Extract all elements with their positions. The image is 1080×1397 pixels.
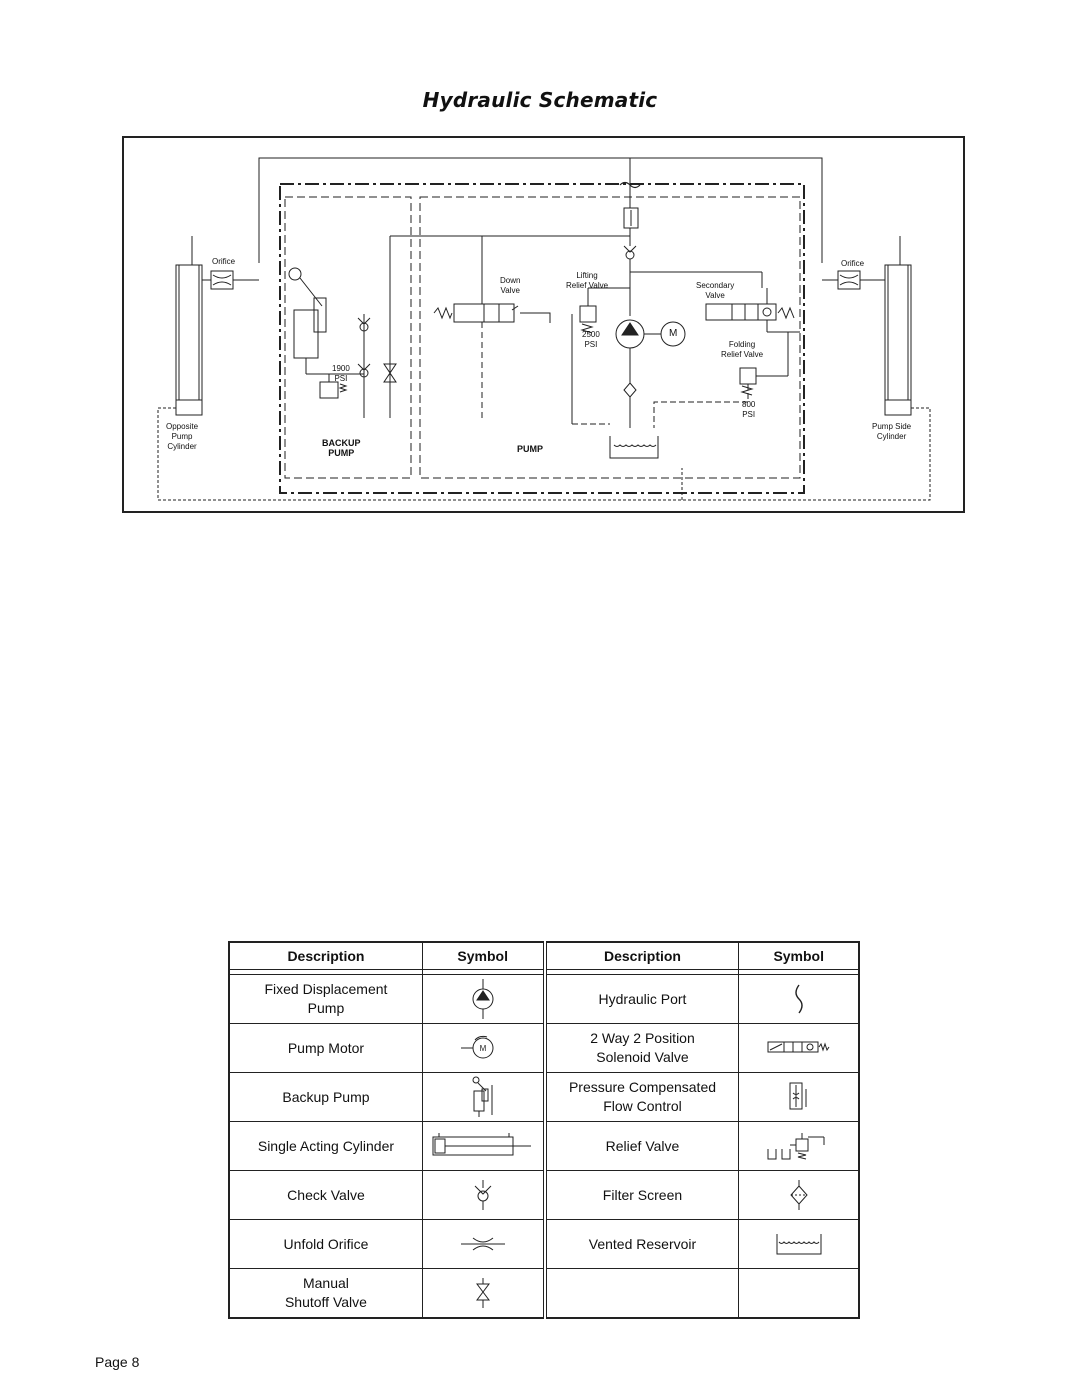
down-valve-label: Down Valve [500,276,521,295]
header-symbol-right: Symbol [739,942,859,970]
orifice-left-icon [202,271,259,289]
hydraulic-port-icon [739,975,859,1024]
legend-row [229,1171,859,1220]
legend-desc: Hydraulic Port [545,975,739,1024]
relief-valve-icon [739,1122,859,1171]
legend-row [229,1122,859,1171]
header-description-right: Description [545,942,739,970]
legend-desc: Check Valve [229,1171,422,1220]
orifice-right-label: Orifice [841,259,865,268]
pump-icon [616,320,644,348]
legend-desc: Relief Valve [545,1122,739,1171]
orifice-right-icon [822,271,885,289]
legend-desc: Pressure Compensated Flow Control [545,1073,739,1122]
symbol-legend-table [228,941,860,1319]
backup-pump-icon [289,268,326,374]
header-description-left: Description [229,942,422,970]
down-valve-icon [434,304,550,323]
single-acting-cylinder-icon [422,1122,544,1171]
hydraulic-schematic [122,136,965,513]
flow-control-icon [739,1073,859,1122]
svg-text:M: M [479,1044,487,1053]
legend-desc: Manual Shutoff Valve [229,1269,422,1319]
legend-desc: Fixed Displacement Pump [229,975,422,1024]
legend-header-row [229,942,859,970]
fixed-displacement-pump-icon [422,975,544,1024]
legend-desc: Pump Motor [229,1024,422,1073]
legend-row [229,1024,859,1073]
legend-desc: 2 Way 2 Position Solenoid Valve [545,1024,739,1073]
page-title: Hydraulic Schematic [422,88,658,112]
orifice-icon [422,1220,544,1269]
legend-desc: Unfold Orifice [229,1220,422,1269]
legend-row [229,975,859,1024]
backup-pump-label: BACKUP PUMP [322,438,361,458]
pump-label: PUMP [517,444,544,454]
legend-symbol-empty [739,1269,859,1319]
legend-desc-empty [545,1269,739,1319]
folding-relief-valve-label: Folding Relief Valve [721,340,764,359]
pump-side-cylinder-label: Pump Side Cylinder [872,422,912,441]
legend-row [229,1073,859,1122]
manual-shutoff-valve-icon [422,1269,544,1319]
lifting-relief-valve-icon [572,288,630,424]
psi-2500-label: 2500 PSI [582,330,600,349]
lifting-relief-valve-label: Lifting Relief Valve [566,271,609,290]
opposite-pump-cylinder-icon [176,236,202,415]
pump-side-cylinder-icon [885,236,911,415]
motor-label: M [669,328,678,339]
motor-icon [644,322,685,346]
schematic-drawing [124,138,967,515]
pump-motor-icon [422,1024,544,1073]
backup-pump-icon [422,1073,544,1122]
psi-1900-label: 1900 PSI [332,364,350,383]
legend-desc: Backup Pump [229,1073,422,1122]
page-number: Page 8 [95,1354,140,1370]
secondary-valve-label: Secondary Valve [696,281,735,300]
psi-800-label: 800 PSI [742,400,756,419]
filter-screen-icon [739,1171,859,1220]
header-symbol-left: Symbol [422,942,544,970]
legend-desc: Filter Screen [545,1171,739,1220]
vented-reservoir-icon [739,1220,859,1269]
solenoid-valve-icon [739,1024,859,1073]
legend-desc: Vented Reservoir [545,1220,739,1269]
check-valve-icon [422,1171,544,1220]
legend-row [229,1269,859,1319]
legend-row [229,1220,859,1269]
orifice-left-label: Orifice [212,257,236,266]
opposite-pump-cylinder-label: Opposite Pump Cylinder [166,422,199,451]
legend-desc: Single Acting Cylinder [229,1122,422,1171]
